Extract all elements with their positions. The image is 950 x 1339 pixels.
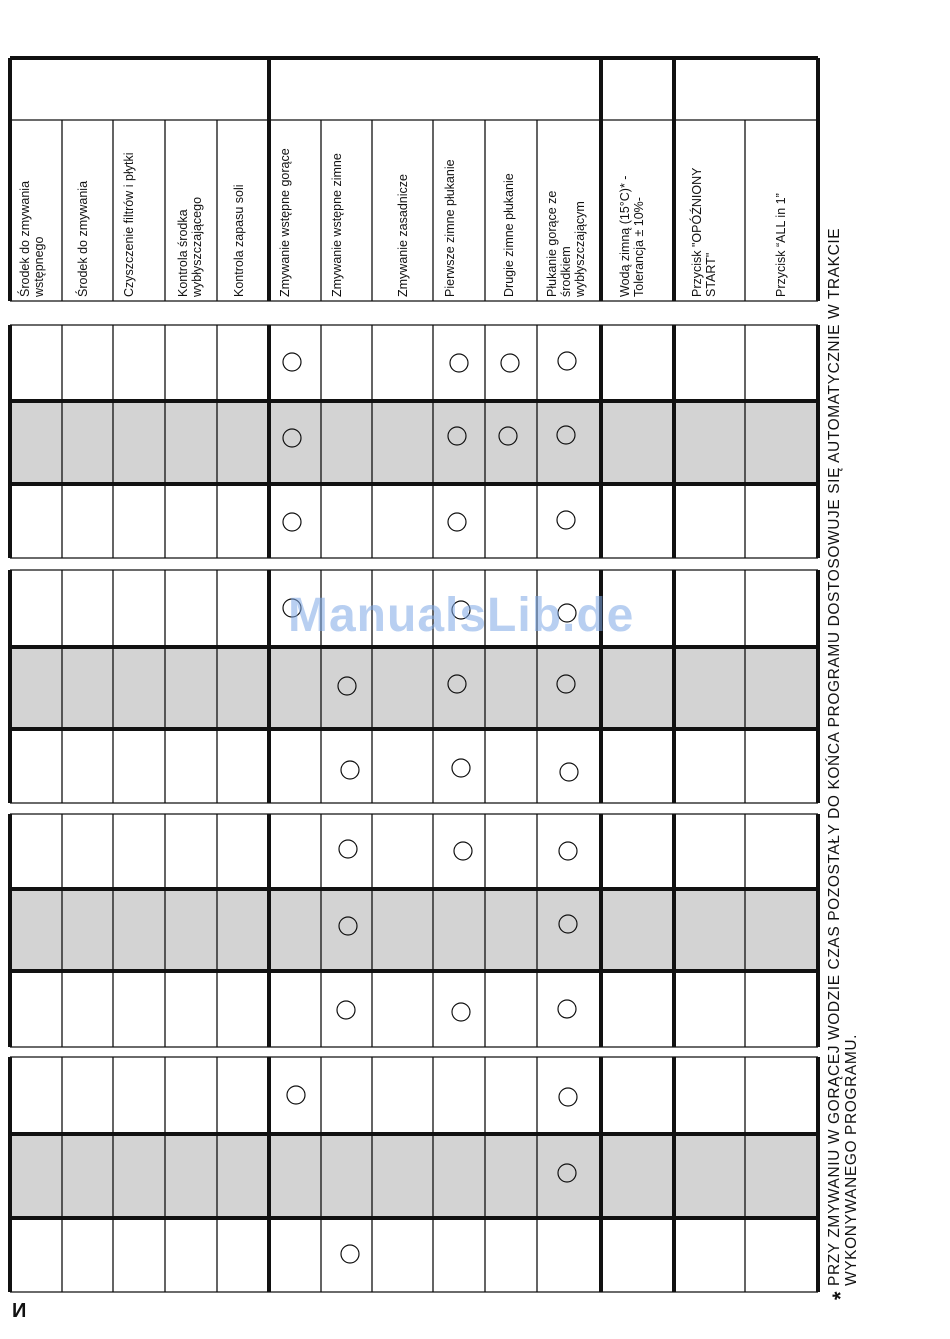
page-mark: И [12,1300,27,1322]
phase-marker [501,354,519,372]
shaded-row [10,647,818,729]
phase-marker [283,353,301,371]
phase-marker [448,513,466,531]
column-header-14: Przycisk “ALL in 1” [774,193,788,297]
phase-marker [452,759,470,777]
column-header-2: Środek do zmywania [76,180,90,297]
column-header-7: Zmywanie wstępne zimne [330,153,344,297]
column-header-1: Środek do zmywania wstępnego [18,180,46,297]
phase-marker [558,352,576,370]
phase-marker [337,1001,355,1019]
phase-marker [454,842,472,860]
phase-marker [339,840,357,858]
watermark: ManualsLib.de [288,589,635,642]
phase-marker [452,1003,470,1021]
phase-marker [341,1245,359,1263]
column-header-12: Wodą zimną (15°C)* -Tolerancja ± 10%- [618,175,646,297]
column-header-11: Płukanie gorące ze środkiem wybłyszczającym [545,190,587,297]
phase-marker [560,763,578,781]
phase-marker [287,1086,305,1104]
phase-marker [557,511,575,529]
phase-marker [450,354,468,372]
column-header-10: Drugie zimne płukanie [502,173,516,297]
shaded-row [10,1134,818,1218]
column-header-6: Zmywanie wstępne gorące [278,148,292,297]
phase-marker [283,513,301,531]
column-header-5: Kontrola zapasu soli [232,184,246,297]
footnote-line-1: PRZY ZMYWANIU W GORĄCEJ WODZIE CZAS POZOSTAŁY DO KOŃCA PROGRAMU DOSTOSOWUJE SIĘ AUTOMATYCZNIE W TRAKCIE [826,227,843,1286]
phase-marker [559,1088,577,1106]
column-header-8: Zmywanie zasadnicze [396,174,410,297]
footnote-star: * [828,1291,853,1300]
phase-marker [558,1000,576,1018]
phase-marker [559,842,577,860]
shaded-row [10,889,818,971]
footnote-line-2: WYKONYWANEGO PROGRAMU. [843,1033,860,1286]
column-header-9: Pierwsze zimne płukanie [443,159,457,297]
column-header-4: Kontrola środka wybłyszczającego [176,196,204,297]
column-header-3: Czyszczenie filtrów i płytki [122,152,136,297]
shaded-row [10,401,818,484]
phase-marker [341,761,359,779]
column-header-13: Przycisk "OPÓŹNIONY START" [690,167,718,297]
